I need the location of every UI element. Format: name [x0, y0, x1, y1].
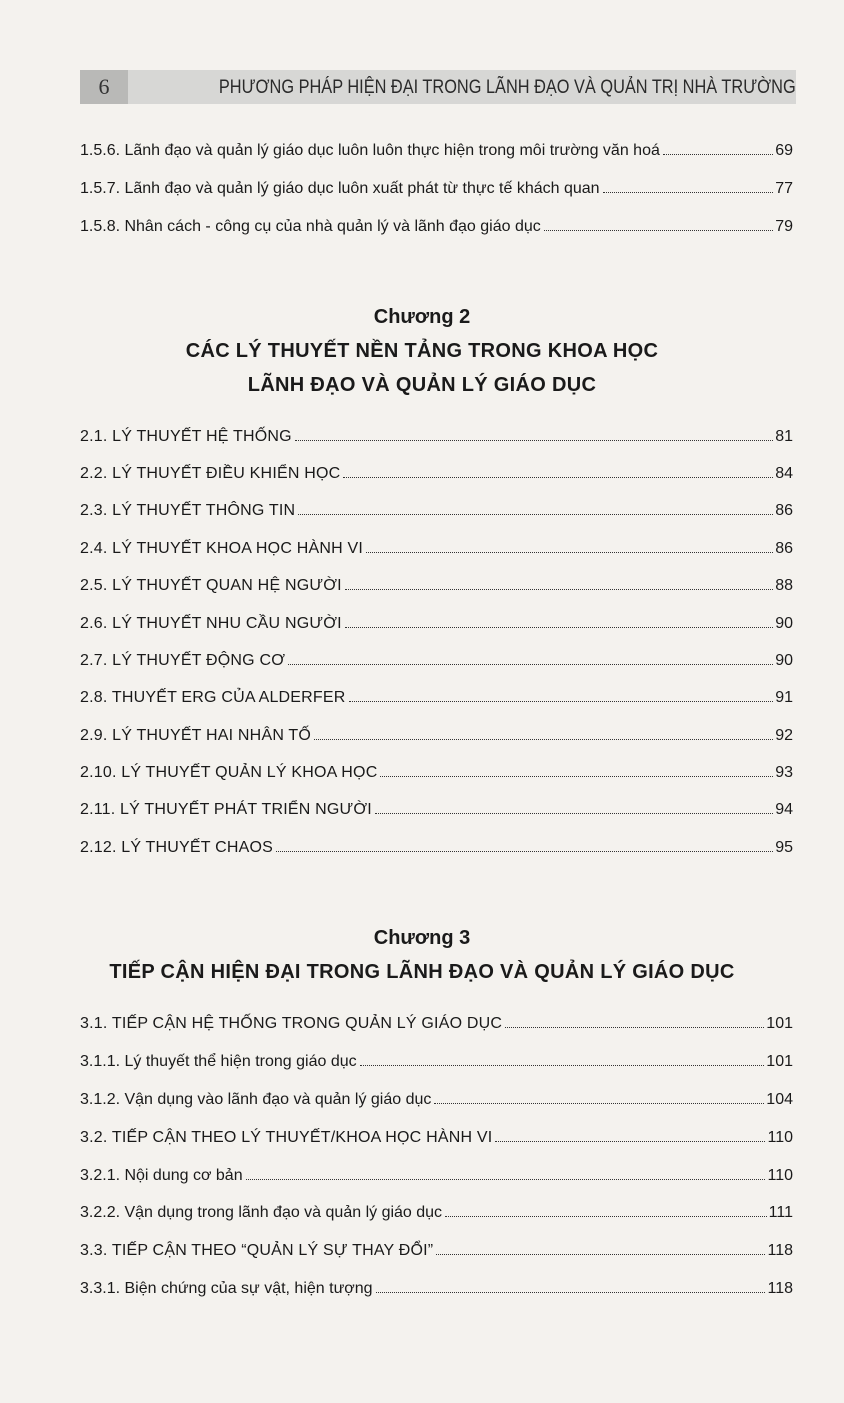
- leader-dots: [495, 1140, 765, 1142]
- toc-entry: [80, 642, 793, 670]
- toc-entry-page: 111: [768, 1204, 793, 1221]
- toc-entry-label: 2.6. LÝ THUYẾT NHU CẦU NGƯỜI: [80, 615, 342, 632]
- toc-entry-label: 3.1.1. Lý thuyết thể hiện trong giáo dục: [80, 1053, 357, 1070]
- running-title: PHƯƠNG PHÁP HIỆN ĐẠI TRONG LÃNH ĐẠO VÀ QUẢN TRỊ NHÀ TRƯỜNG: [219, 77, 796, 98]
- toc-entry-page: 93: [775, 764, 793, 781]
- toc-entry: [80, 530, 793, 558]
- toc-entry-page: 110: [767, 1129, 793, 1146]
- leader-dots: [380, 775, 773, 777]
- toc-entry-label: 2.5. LÝ THUYẾT QUAN HỆ NGƯỜI: [80, 577, 342, 594]
- leader-dots: [295, 439, 773, 441]
- toc-entry-label: 2.12. LÝ THUYẾT CHAOS: [80, 839, 274, 856]
- leader-dots: [434, 1102, 764, 1104]
- toc-entry: [80, 1081, 793, 1109]
- toc-entry-label: 3.1. TIẾP CẬN HỆ THỐNG TRONG QUẢN LÝ GIÁO DỤC: [80, 1015, 503, 1032]
- toc-entry: [80, 132, 793, 160]
- leader-dots: [349, 700, 774, 702]
- chapter-title: TIẾP CẬN HIỆN ĐẠI TRONG LÃNH ĐẠO VÀ QUẢN LÝ GIÁO DỤC: [109, 961, 735, 983]
- leader-dots: [375, 812, 773, 814]
- toc-entry: [80, 717, 793, 745]
- leader-dots: [314, 738, 773, 740]
- leader-dots: [343, 476, 773, 478]
- toc-entry: [80, 418, 793, 446]
- toc-entry-page: 90: [775, 615, 793, 632]
- toc-entry-page: 86: [775, 502, 793, 519]
- chapter-title: CÁC LÝ THUYẾT NỀN TẢNG TRONG KHOA HỌC: [185, 340, 659, 362]
- toc-entry-page: 86: [775, 540, 793, 557]
- toc-entry: [80, 1119, 793, 1147]
- toc-entry-page: 81: [775, 428, 793, 445]
- toc-entry: [80, 170, 793, 198]
- leader-dots: [544, 229, 773, 231]
- toc-entry: [80, 754, 793, 782]
- toc-entry-page: 91: [775, 689, 793, 706]
- toc-entry: [80, 1157, 793, 1185]
- leader-dots: [663, 153, 773, 155]
- toc-entry-label: 3.2.2. Vận dụng trong lãnh đạo và quản lý giáo dục: [80, 1204, 443, 1221]
- toc-entry-page: 110: [767, 1167, 793, 1184]
- toc-entry: [80, 605, 793, 633]
- chapter-heading: Chương 2: [373, 306, 471, 328]
- toc-entry-page: 104: [766, 1091, 793, 1108]
- toc-entry-label: 2.7. LÝ THUYẾT ĐỘNG CƠ: [80, 652, 286, 669]
- toc-entry: [80, 1194, 793, 1222]
- toc-entry: [80, 829, 793, 857]
- toc-entry: [80, 1270, 793, 1298]
- chapter-heading: Chương 3: [373, 927, 471, 949]
- toc-entry-page: 77: [775, 180, 793, 197]
- leader-dots: [445, 1215, 767, 1217]
- toc-entry-label: 2.8. THUYẾT ERG CỦA ALDERFER: [80, 689, 346, 706]
- toc-entry: [80, 567, 793, 595]
- toc-entry-label: 2.1. LÝ THUYẾT HỆ THỐNG: [80, 428, 292, 445]
- toc-entry-label: 2.4. LÝ THUYẾT KHOA HỌC HÀNH VI: [80, 540, 364, 557]
- toc-entry-label: 1.5.6. Lãnh đạo và quản lý giáo dục luôn luôn thực hiện trong môi trường văn hoá: [80, 142, 660, 159]
- toc-entry-label: 3.3.1. Biện chứng của sự vật, hiện tượng: [80, 1280, 373, 1297]
- leader-dots: [603, 191, 774, 193]
- toc-entry: [80, 492, 793, 520]
- leader-dots: [376, 1291, 766, 1293]
- toc-entry-label: 3.3. TIẾP CẬN THEO “QUẢN LÝ SỰ THAY ĐỔI”: [80, 1242, 434, 1259]
- toc-entry-label: 2.3. LÝ THUYẾT THÔNG TIN: [80, 502, 296, 519]
- toc-entry-label: 3.1.2. Vận dụng vào lãnh đạo và quản lý giáo dục: [80, 1091, 432, 1108]
- toc-entry: [80, 1043, 793, 1071]
- toc-entry: [80, 1005, 793, 1033]
- toc-entry: [80, 791, 793, 819]
- leader-dots: [298, 513, 773, 515]
- toc-entry-label: 3.2. TIẾP CẬN THEO LÝ THUYẾT/KHOA HỌC HÀNH VI: [80, 1129, 493, 1146]
- toc-entry-page: 92: [775, 727, 793, 744]
- toc-entry-page: 118: [767, 1280, 793, 1297]
- toc-entry: [80, 679, 793, 707]
- toc-entry-page: 88: [775, 577, 793, 594]
- toc-entry-page: 69: [775, 142, 793, 159]
- leader-dots: [366, 551, 773, 553]
- toc-entry-label: 1.5.7. Lãnh đạo và quản lý giáo dục luôn xuất phát từ thực tế khách quan: [80, 180, 600, 197]
- toc-entry-label: 2.11. LÝ THUYẾT PHÁT TRIỂN NGƯỜI: [80, 801, 372, 818]
- toc-entry-label: 3.2.1. Nội dung cơ bản: [80, 1167, 243, 1184]
- leader-dots: [505, 1026, 764, 1028]
- toc-entry-label: 1.5.8. Nhân cách - công cụ của nhà quản lý và lãnh đạo giáo dục: [80, 218, 541, 235]
- toc-entry-page: 79: [775, 218, 793, 235]
- toc-entry-page: 95: [775, 839, 793, 856]
- chapter-title: LÃNH ĐẠO VÀ QUẢN LÝ GIÁO DỤC: [247, 374, 597, 396]
- leader-dots: [436, 1253, 765, 1255]
- leader-dots: [288, 663, 773, 665]
- toc-entry-label: 2.10. LÝ THUYẾT QUẢN LÝ KHOA HỌC: [80, 764, 378, 781]
- toc-entry-page: 94: [775, 801, 793, 818]
- toc-entry: [80, 208, 793, 236]
- leader-dots: [345, 588, 773, 590]
- toc-entry-label: 2.2. LÝ THUYẾT ĐIỀU KHIỂN HỌC: [80, 465, 341, 482]
- leader-dots: [345, 626, 773, 628]
- toc-entry-page: 101: [766, 1015, 793, 1032]
- toc-entry: [80, 455, 793, 483]
- leader-dots: [276, 850, 773, 852]
- toc-entry-page: 90: [775, 652, 793, 669]
- toc-entry-page: 101: [766, 1053, 793, 1070]
- toc-entry-page: 84: [775, 465, 793, 482]
- toc-entry-page: 118: [767, 1242, 793, 1259]
- leader-dots: [360, 1064, 765, 1066]
- page-number: 6: [80, 70, 128, 104]
- toc-entry-label: 2.9. LÝ THUYẾT HAI NHÂN TỐ: [80, 727, 312, 744]
- toc-entry: [80, 1232, 793, 1260]
- leader-dots: [246, 1178, 766, 1180]
